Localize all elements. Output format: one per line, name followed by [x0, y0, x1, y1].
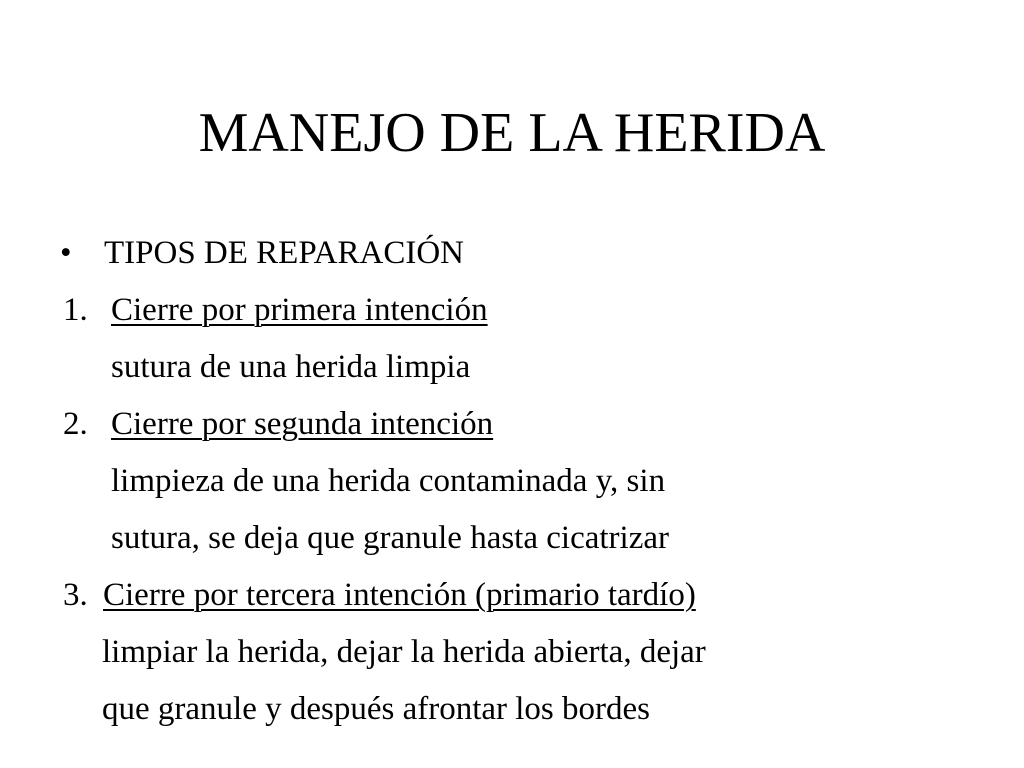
item-1-number: 1.: [63, 292, 88, 328]
item-1-detail-line-1: sutura de una herida limpia: [111, 349, 471, 385]
item-2-number: 2.: [63, 406, 88, 442]
bullet-text: TIPOS DE REPARACIÓN: [104, 235, 465, 271]
item-2-heading: Cierre por segunda intención: [111, 406, 494, 442]
item-3-detail-line-2: que granule y después afrontar los bordes: [102, 691, 650, 727]
bullet-marker: •: [60, 235, 72, 271]
item-3-heading: Cierre por tercera intención (primario tardío): [103, 577, 696, 613]
slide-title: MANEJO DE LA HERIDA: [198, 102, 826, 164]
bullet-line: [60, 233, 464, 273]
item-1-heading-line: [63, 290, 488, 330]
item-3-heading-line: [63, 575, 696, 615]
item-2-detail-line-2: sutura, se deja que granule hasta cicatrizar: [111, 520, 669, 556]
item-1-heading: Cierre por primera intención: [111, 292, 488, 328]
item-2-detail-line-1: limpieza de una herida contaminada y, sin: [111, 463, 666, 499]
item-3-number: 3.: [63, 577, 88, 613]
item-2-heading-line: [63, 404, 493, 444]
item-3-detail-line-1: limpiar la herida, dejar la herida abierta, dejar: [102, 634, 706, 670]
